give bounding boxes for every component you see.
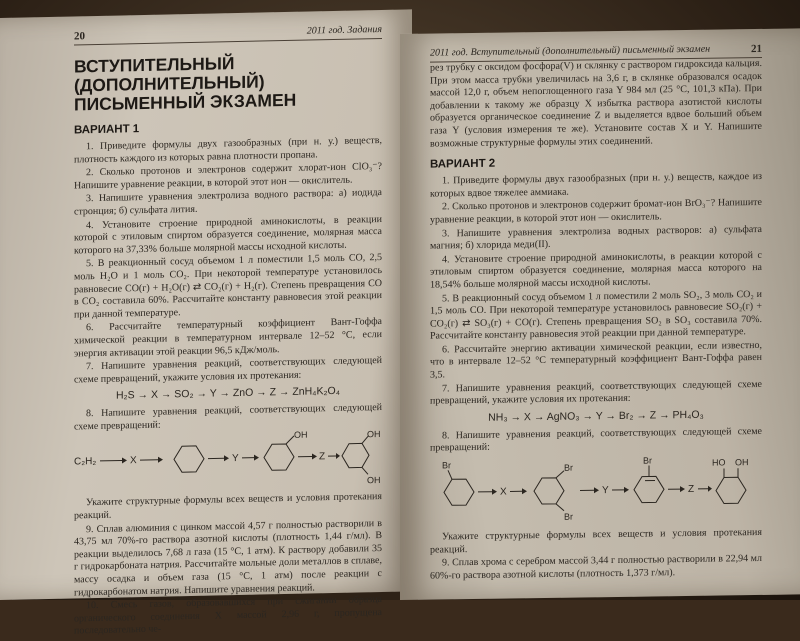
v1-question-3: 3. Напишите уравнения электролиза водного раствора: а) иодида стронция; б) сульфата лития. bbox=[74, 187, 382, 219]
left-page-header bbox=[74, 24, 382, 45]
v2-question-7: 7. Напишите уравнения реакций, соответствующих следующей схеме превращений, укажите условия их протекания: bbox=[430, 379, 762, 409]
v1-scheme-z: Z bbox=[319, 452, 325, 463]
right-page bbox=[400, 28, 800, 600]
v1-scheme-y: Y bbox=[232, 453, 239, 464]
exam-heading: ВСТУПИТЕЛЬНЫЙ (ДОПОЛНИТЕЛЬНЫЙ) ПИСЬМЕННЫЙ ЭКЗАМЕН bbox=[74, 51, 382, 114]
v1-cyclohexanediol-ring bbox=[342, 444, 369, 469]
v2-question-6: 6. Рассчитайте энергию активации химической реакции, если известно, что в интервале 12–52 °С температурный коэффициент Вант-Гоффа равен 3,5. bbox=[430, 340, 762, 382]
v1-question-8: 8. Напишите уравнения реакций, соответствующих следующей схеме превращений: bbox=[74, 402, 382, 434]
v1-question-2: 2. Сколько протонов и электронов содержит хлорат-ион ClO₃⁻? Напишите уравнение реакции, в которой этот ион — окислитель. bbox=[74, 161, 382, 193]
v1-question-7: 7. Напишите уравнения реакций, соответствующих следующей схеме превращений, укажите условия их протекания: bbox=[74, 355, 382, 387]
v2-question-8: 8. Напишите уравнения реакций, соответствующих следующей схеме превращений: bbox=[430, 426, 762, 456]
v1-question-4: 4. Установите строение природной аминокислоты, в реакции которой с этиловым спиртом образуется соединение, молярная масса которого на 37,33% больше молярной массы исходной кислоты. bbox=[74, 214, 382, 258]
v1-scheme-x: X bbox=[130, 456, 137, 467]
variant-2-heading: ВАРИАНТ 2 bbox=[430, 154, 762, 171]
v1-question-9: 9. Сплав алюминия с цинком массой 4,57 г полностью растворили в 43,75 мл 70%-го раствора азотной кислоты (плотность 1,44 г/мл). В реакции выделилось 7,68 л газа (15 °С, 1 атм). К раствору добавили 35 г гидрокарбоната натрия. Рассчитайте мольные доли металлов в сплаве, массу осадка и объем газа (15 °С, 1 атм) после реакции с гидрокарбонатом натрия. Напишите уравнения реакций. bbox=[74, 518, 382, 600]
v1-question-1: 1. Приведите формулы двух газообразных (при н. у.) веществ, плотность каждого из которых равна плотности пропана. bbox=[74, 135, 382, 167]
v2-q8-reaction-scheme bbox=[430, 452, 762, 527]
v2-question-9: 9. Сплав хрома с серебром массой 3,44 г полностью растворили в 22,94 мл 60%-го раствора азотной кислоты (плотность 1,373 г/мл). bbox=[430, 553, 762, 583]
v1-question-6: 6. Рассчитайте температурный коэффициент Вант-Гоффа химической реакции в температурном интервале 12–52 °С, если энергия активации этой реакции 96,5 кДж/моль. bbox=[74, 316, 382, 360]
v1-question-10: 10. Смесь газов, образовавшихся при сжигании образца органического соединения X массой 2,96 г, пропущена последовательно че- bbox=[74, 594, 382, 638]
v2-br-label-1: Br bbox=[442, 460, 451, 470]
v2-question-2: 2. Сколько протонов и электронов содержит бромат-ион BrO₃⁻? Напишите уравнение реакции, в которой этот ион — окислитель. bbox=[430, 197, 762, 227]
v1-cyclohexanol-ring bbox=[264, 444, 294, 471]
v2-ho-label: HO bbox=[712, 457, 725, 467]
v2-scheme-z: Z bbox=[688, 484, 694, 495]
v2-scheme-y: Y bbox=[602, 485, 609, 496]
v2-br-label-4: Br bbox=[643, 456, 652, 466]
v1-question-5: 5. В реакционный сосуд объемом 1 л поместили 1,5 моль CO, 2,5 моль H₂O и 1 моль CO₂. При некоторой температуре установилось равновесие CO(г) + H₂O(г) ⇄ CO₂(г) + H₂(г). Степень превращения CO в CO₂ составила 60%. Рассчитайте константу равновесия этой реакции при данной температуре. bbox=[74, 252, 382, 321]
v1-oh-label-2: OH bbox=[367, 429, 380, 439]
v2-bromocyclohexane-ring bbox=[444, 479, 474, 505]
v1-oh-label-3: OH bbox=[367, 475, 380, 485]
v2-oh-label: OH bbox=[735, 457, 748, 467]
v2-q8-note: Укажите структурные формулы всех веществ и условия протекания реакций. bbox=[430, 527, 762, 557]
v1-q8-note: Укажите структурные формулы всех веществ и условия протекания реакций. bbox=[74, 491, 382, 523]
right-page-number: 21 bbox=[751, 43, 762, 55]
left-running-header: 2011 год. Задания bbox=[307, 24, 382, 38]
left-page-number: 20 bbox=[74, 30, 85, 42]
v1-oh-label-1: OH bbox=[294, 430, 307, 440]
v2-diol-ring bbox=[716, 477, 746, 503]
v1-cyclohexane-ring bbox=[174, 446, 204, 473]
right-page-content bbox=[400, 28, 800, 584]
variant-1-heading: ВАРИАНТ 1 bbox=[74, 118, 382, 136]
v2-q7-scheme: NH₃ → X → AgNO₃ → Y → Br₂ → Z → PH₄O₃ bbox=[430, 408, 762, 425]
v2-br-label-2: Br bbox=[564, 463, 573, 473]
v2-dibromocyclohexane-ring bbox=[534, 478, 564, 504]
v2-br-label-3: Br bbox=[564, 512, 573, 522]
v2-question-3: 3. Напишите уравнения электролиза водных растворов: а) сульфата магния; б) хлорида меди(II). bbox=[430, 223, 762, 253]
v2-scheme-x: X bbox=[500, 487, 507, 498]
left-page bbox=[0, 9, 412, 600]
v1-question-10-continued: рез трубку с оксидом фосфора(V) и склянку с раствором гидроксида кальция. При этом масса трубки увеличилась на 3,6 г, в склянке образовался осадок массой 12,0 г, объем непоглощенного газа Y 984 мл (25 °С, 101,3 кПа). При добавлении к такому же образцу X избытка раствора азотистой кислоты образуется органическое соединение Z и выделяется вдвое больший объем газа Y (условия измерения те же). Установите состав X и Y. Напишите возможные структурные формулы этих соединений. bbox=[430, 58, 762, 151]
v2-question-5: 5. В реакционный сосуд объемом 1 л поместили 2 моль SO₂, 3 моль CO₂ и 1,5 моль CO. При некоторой температуре установилось равновесие SO₂(г) + CO₂(г) ⇄ SO₃(г) + CO(г). Степень превращения SO₂ в SO₃ составила 70%. Рассчитайте константу равновесия этой реакции при данной температуре. bbox=[430, 288, 762, 343]
v2-question-1: 1. Приведите формулы двух газообразных (при н. у.) веществ, каждое из которых вдвое тяжелее аммиака. bbox=[430, 171, 762, 201]
right-running-header: 2011 год. Вступительный (дополнительный) письменный экзамен bbox=[430, 44, 710, 60]
v2-question-4: 4. Установите строение природной аминокислоты, в реакции которой с этиловым спиртом образуется соединение, молярная масса которого на 18,54% больше молярной массы исходной кислоты. bbox=[430, 250, 762, 292]
v1-q8-reaction-scheme bbox=[74, 428, 382, 492]
v1-scheme-start: C₂H₂ bbox=[74, 456, 96, 467]
v1-q7-scheme: H₂S → X → SO₂ → Y → ZnO → Z → ZnH₄K₂O₄ bbox=[74, 384, 382, 402]
left-page-content bbox=[0, 9, 412, 641]
